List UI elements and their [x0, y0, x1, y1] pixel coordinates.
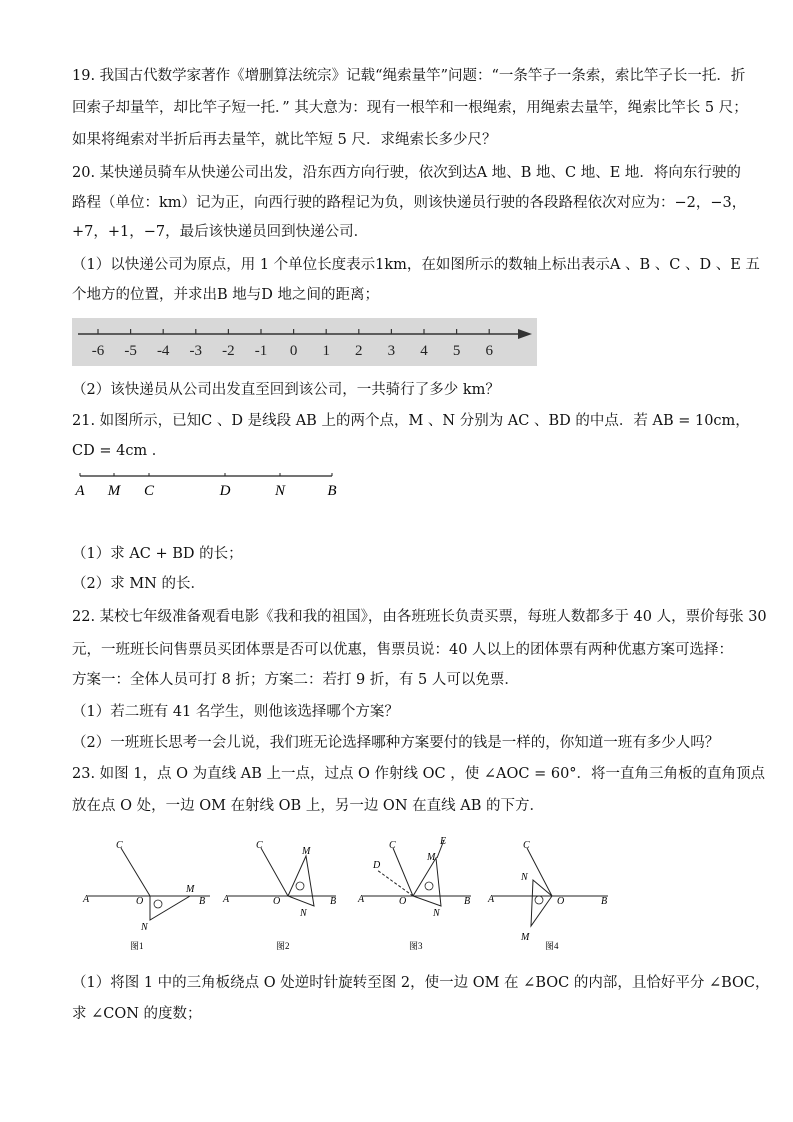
q21-part2: （2）求 MN 的长． — [72, 576, 205, 592]
svg-text:B: B — [464, 896, 471, 907]
number-line-background — [72, 318, 537, 366]
q19-line-1: 19. 我国古代数学家著作《增删算法统宗》记载“绳索量竿”问题：“一条竿子一条索，索比竿子长一托．折 — [72, 68, 746, 84]
number-line-figure — [72, 318, 537, 366]
svg-text:N: N — [141, 922, 148, 933]
q21-part1: （1）求 AC + BD 的长； — [72, 546, 243, 562]
q19-line-3: 如果将绳索对半折后再去量竿，就比竿短 5 尺．求绳索长多少尺？ — [72, 132, 497, 148]
segment-point-label: A — [75, 483, 85, 499]
q20-line-3: +7，+1，−7，最后该快递员回到快递公司． — [72, 224, 369, 240]
q22-line-1: 22. 某校七年级准备观看电影《我和我的祖国》，由各班班长负责买票，每班人数都多于 40 人，票价每张 30 — [72, 609, 767, 625]
svg-text:C: C — [116, 840, 123, 851]
svg-text:C: C — [389, 840, 396, 851]
figure-3-caption: 图3 — [409, 941, 423, 951]
number-line-tick-label: 5 — [452, 343, 461, 359]
number-line-tick-label: -6 — [91, 343, 105, 359]
svg-text:A: A — [83, 894, 90, 905]
svg-text:O: O — [136, 896, 144, 907]
number-line-tick-label: 2 — [355, 343, 363, 359]
q20-part1-line-1: （1）以快递公司为原点，用 1 个单位长度表示1km，在如图所示的数轴上标出表示A 、B 、C 、D 、E 五 — [72, 257, 760, 273]
q23-line-2: 放在点 O 处，一边 OM 在射线 OB 上，另一边 ON 在直线 AB 的下方． — [72, 798, 544, 814]
svg-text:D: D — [373, 860, 381, 871]
q19-line-2: 回索子却量竿，却比竿子短一托．” 其大意为：现有一根竿和一根绳索，用绳索去量竿，绳索比竿长 5 尺； — [72, 100, 748, 116]
svg-text:N: N — [521, 872, 528, 883]
segment-figure — [68, 468, 353, 504]
svg-text:C: C — [256, 840, 263, 851]
q22-line-3: 方案一：全体人员可打 8 折；方案二：若打 9 折，有 5 人可以免票． — [72, 672, 519, 688]
number-line-tick-label: -2 — [222, 343, 235, 359]
number-line-tick-label: 0 — [289, 343, 298, 359]
svg-text:M: M — [427, 852, 436, 863]
svg-text:N: N — [300, 908, 307, 919]
number-line-tick-label: -1 — [254, 343, 268, 359]
q23-part1-line-2: 求 ∠CON 的度数； — [72, 1006, 202, 1022]
number-line-tick-label: -3 — [189, 343, 203, 359]
svg-text:O: O — [557, 896, 565, 907]
number-line-tick-label: 6 — [485, 343, 493, 359]
segment-point-label: M — [107, 483, 121, 499]
svg-text:B: B — [601, 896, 608, 907]
segment-point-label: C — [143, 483, 155, 499]
figure-4 — [487, 840, 608, 951]
q21-line-2: CD = 4cm ． — [72, 443, 167, 459]
q22-line-2: 元，一班班长问售票员买团体票是否可以优惠，售票员说：40 人以上的团体票有两种优惠方案可选择： — [72, 642, 734, 658]
q21-line-1: 21. 如图所示，已知C 、D 是线段 AB 上的两个点，M 、N 分别为 AC 、BD 的中点．若 AB = 10cm， — [72, 413, 750, 429]
figure-4-caption: 图4 — [545, 941, 559, 951]
figure-1-caption: 图1 — [130, 941, 144, 951]
q20-part1-line-2: 个地方的位置，并求出B 地与D 地之间的距离； — [72, 287, 379, 303]
number-line-tick-label: -4 — [156, 343, 170, 359]
number-line-tick-label: 3 — [387, 343, 396, 359]
segment-point-label: D — [219, 483, 231, 499]
q23-line-1: 23. 如图 1，点 O 为直线 AB 上一点，过点 O 作射线 OC ，使 ∠AOC = 60°．将一直角三角板的直角顶点 — [72, 766, 766, 782]
number-line-tick-label: -5 — [124, 343, 137, 359]
figure-3 — [357, 836, 471, 951]
svg-text:M: M — [521, 932, 530, 943]
segment-point-label: N — [274, 483, 286, 499]
svg-text:O: O — [273, 896, 281, 907]
q20-part2: （2）该快递员从公司出发直至回到该公司，一共骑行了多少 km？ — [72, 382, 500, 398]
figure-2-caption: 图2 — [276, 941, 290, 951]
q20-line-2: 路程（单位：km）记为正，向西行驶的路程记为负，则该快递员行驶的各段路程依次对应为：−2，−3， — [72, 195, 747, 211]
figure-1 — [82, 840, 210, 951]
q22-part2: （2）一班班长思考一会儿说，我们班无论选择哪种方案要付的钱是一样的，你知道一班有多少人吗？ — [72, 735, 720, 751]
svg-text:A: A — [488, 894, 495, 905]
svg-text:O: O — [399, 896, 407, 907]
svg-text:B: B — [199, 896, 206, 907]
number-line-tick-label: 1 — [322, 343, 330, 359]
q22-part1: （1）若二班有 41 名学生，则他该选择哪个方案？ — [72, 704, 399, 720]
segment-point-label: B — [327, 483, 337, 499]
svg-text:B: B — [330, 896, 337, 907]
svg-text:M: M — [186, 884, 195, 895]
rotation-figures — [78, 830, 638, 955]
q20-line-1: 20. 某快递员骑车从快递公司出发，沿东西方向行驶，依次到达A 地、B 地、C 地、E 地．将向东行驶的 — [72, 165, 741, 181]
svg-text:E: E — [440, 836, 447, 847]
svg-text:M: M — [302, 846, 311, 857]
svg-text:N: N — [433, 908, 440, 919]
figure-2 — [222, 840, 336, 951]
svg-text:A: A — [358, 894, 365, 905]
number-line-tick-label: 4 — [420, 343, 428, 359]
svg-text:A: A — [223, 894, 230, 905]
svg-text:C: C — [523, 840, 530, 851]
q23-part1-line-1: （1）将图 1 中的三角板绕点 O 处逆时针旋转至图 2，使一边 OM 在 ∠BOC 的内部，且恰好平分 ∠BOC， — [72, 975, 770, 991]
